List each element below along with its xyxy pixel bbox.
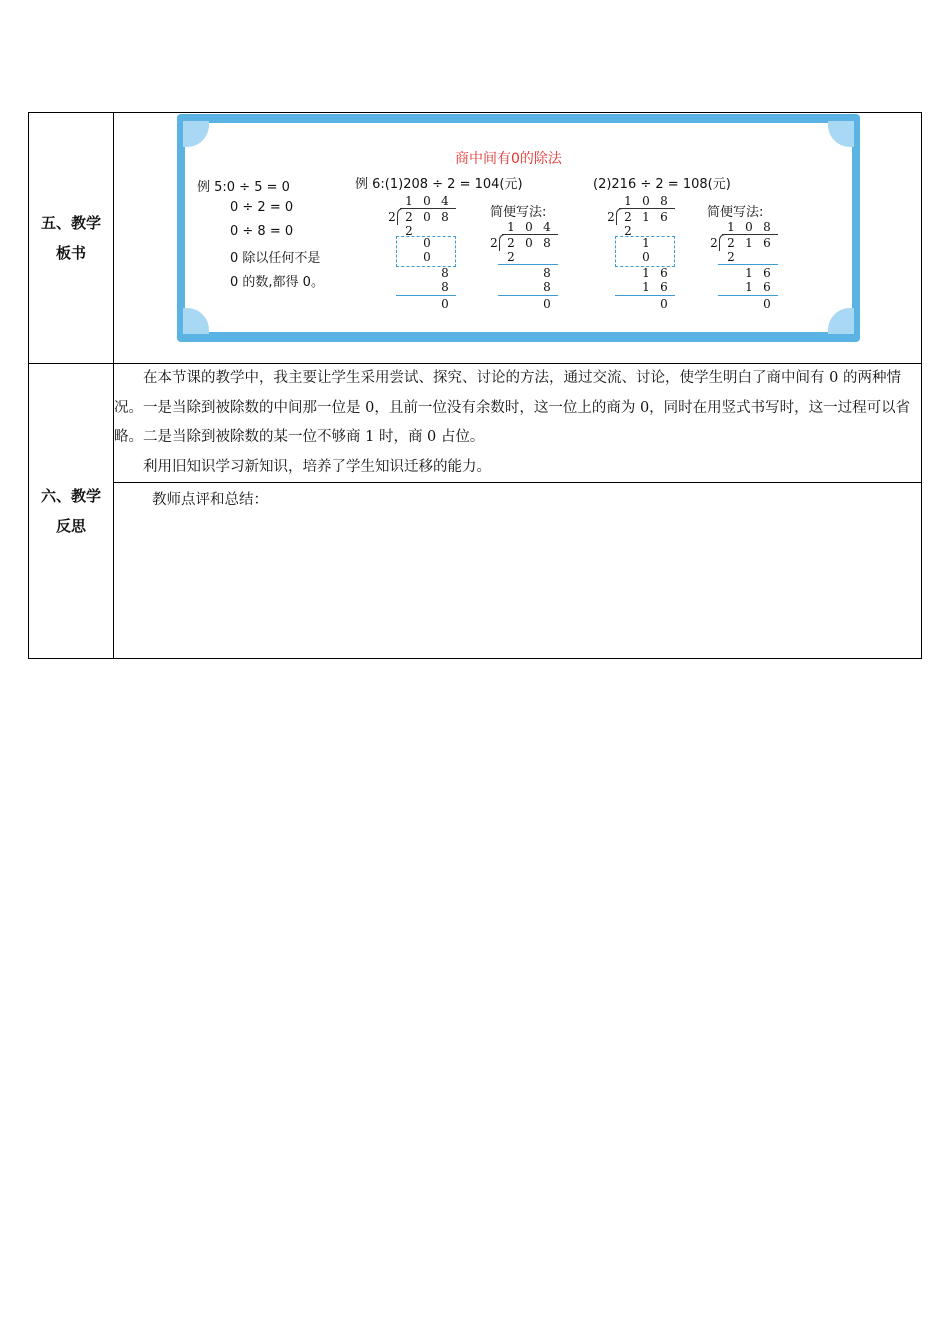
blackboard-inner: 商中间有0的除法 例 5:0 ÷ 5 = 0 0 ÷ 2 = 0 0 ÷ 8 = 0 0 除以任何不是 0 的数,都得 0。 例 6:(1)208 ÷ 2 = 104(元) (2)216 ÷ 2 = 108(元) 简便写法: 简便写法: 1 0 4 2 2 0 8 2 0 0 8 8 0 1 0 4 2 2 0 8 2 8 8 0 1 0 8 2 2 1 6 2 1 0 1 6 1 6 0 1 0 8 2 2 1 6 2 1 6 1 6 0 <box>185 123 852 332</box>
board-row <box>29 113 922 364</box>
board-cell <box>114 113 922 364</box>
reflection-row <box>29 364 922 483</box>
corner-decor <box>183 308 209 334</box>
ex5-line5: 0 的数,都得 0。 <box>230 275 324 290</box>
section5-label-line2: 板书 <box>55 244 86 262</box>
board-title: 商中间有0的除法 <box>455 151 562 167</box>
ex5-line3: 0 ÷ 8 = 0 <box>230 224 294 239</box>
summary-row <box>29 483 922 659</box>
section6-label-line1: 六、教学 <box>40 487 101 505</box>
section6-label <box>29 364 114 659</box>
section5-label-line1: 五、教学 <box>40 214 101 232</box>
ex6-part2: (2)216 ÷ 2 = 108(元) <box>593 177 731 192</box>
section5-label <box>29 113 114 364</box>
summary-label: 教师点评和总结： <box>152 492 268 508</box>
summary-cell <box>114 483 922 659</box>
reflection-para1: 在本节课的教学中，我主要让学生采用尝试、探究、讨论的方法，通过交流、讨论，使学生明白了商中间有 0 的两种情况。一是当除到被除数的中间那一位是 0，且前一位没有余数时，这一位上的商为 0，同时在用竖式书写时，这一过程可以省略。二是当除到被除数的某一位不够商 1 时，商 0 占位。 <box>114 370 911 445</box>
lesson-plan-table <box>28 112 922 659</box>
ex5-line2: 0 ÷ 2 = 0 <box>230 200 294 215</box>
ex5-line1: 例 5:0 ÷ 5 = 0 <box>197 180 290 195</box>
ex5-line4: 0 除以任何不是 <box>230 251 321 266</box>
ex6-part1: 例 6:(1)208 ÷ 2 = 104(元) <box>355 177 523 192</box>
corner-decor <box>828 121 854 147</box>
ex6-simple-label-1: 简便写法: <box>490 205 547 220</box>
corner-decor <box>828 308 854 334</box>
corner-decor <box>183 121 209 147</box>
ex6-simple-label-2: 简便写法: <box>707 205 764 220</box>
section6-label-line2: 反思 <box>55 517 86 535</box>
blackboard-image <box>177 114 860 342</box>
reflection-text <box>114 364 922 483</box>
reflection-para2: 利用旧知识学习新知识，培养了学生知识迁移的能力。 <box>143 458 491 475</box>
